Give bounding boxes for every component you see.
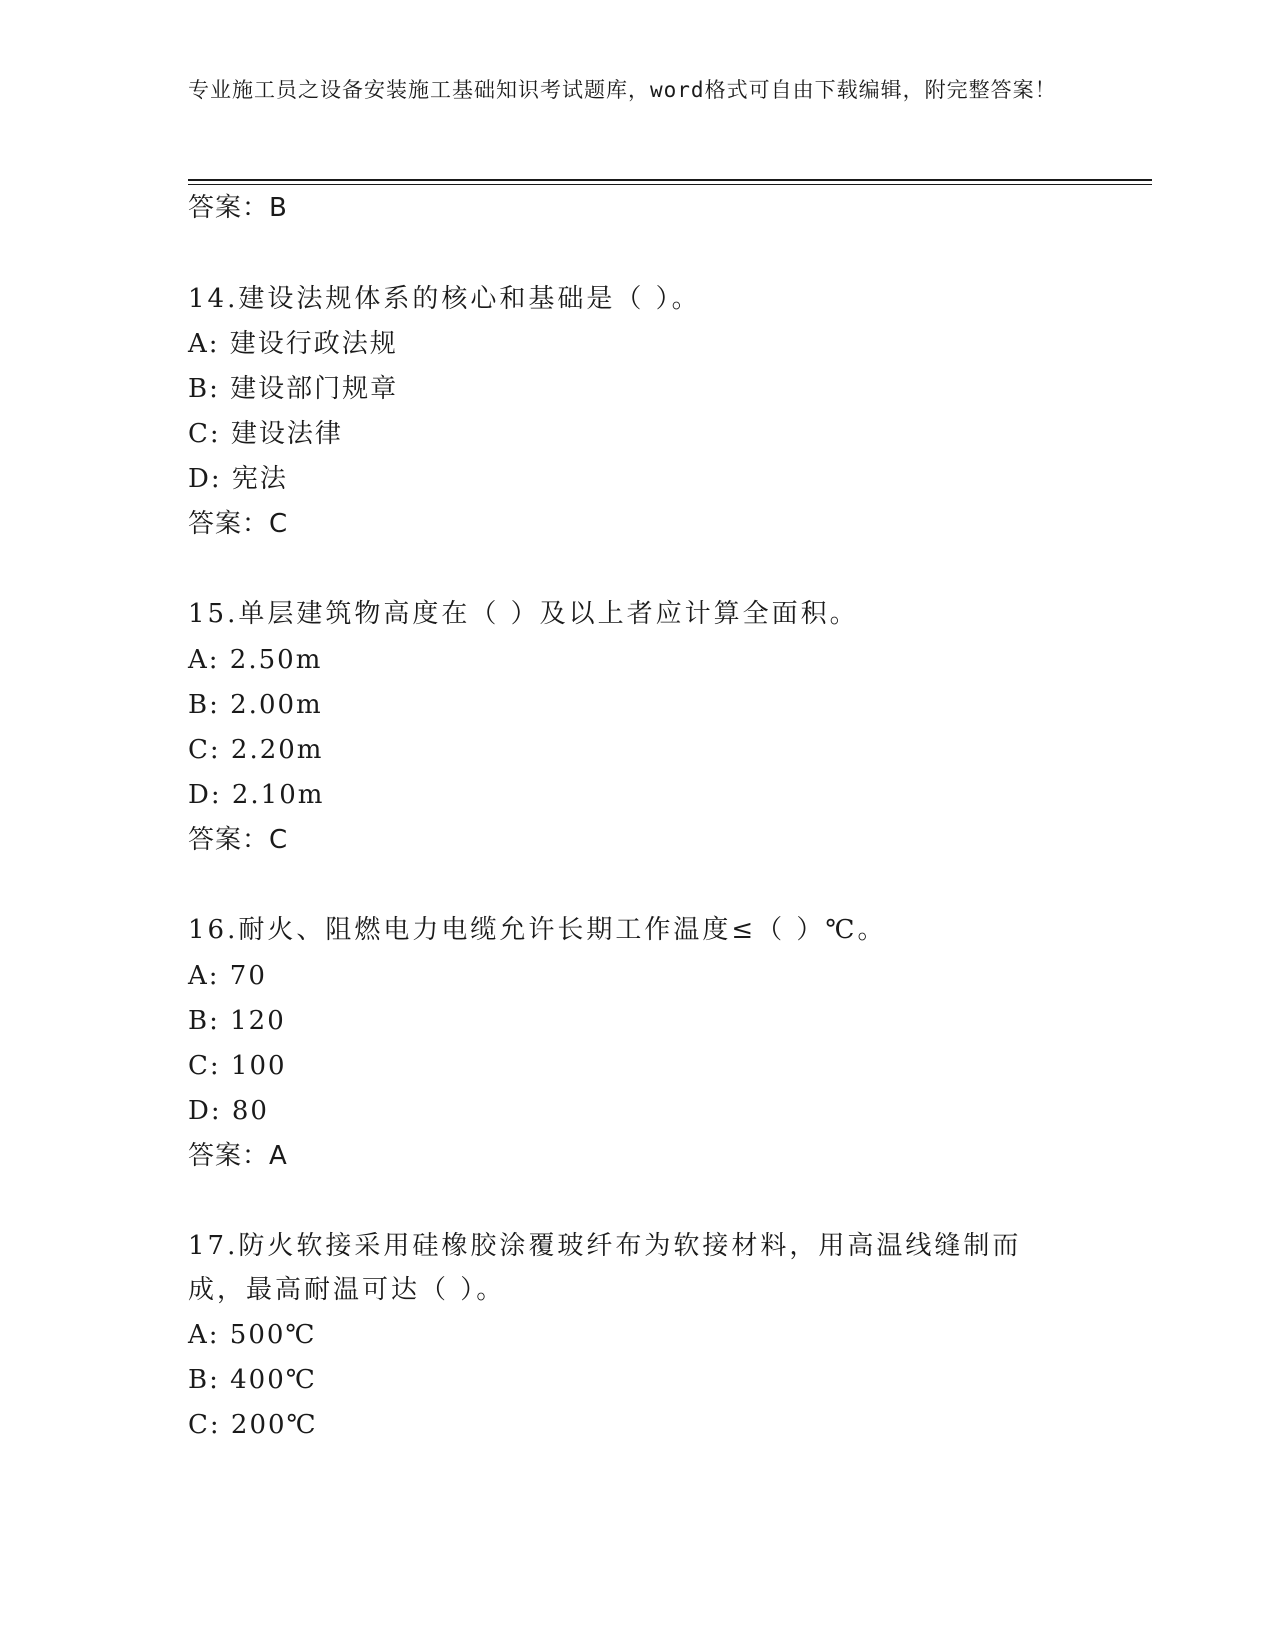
option-a: A: 70 xyxy=(188,961,267,991)
answer-line: 答案：B xyxy=(188,193,288,223)
option-d: D: 2.10m xyxy=(188,780,325,810)
option-a: A: 建设行政法规 xyxy=(188,329,398,359)
header-divider-thin xyxy=(188,184,1152,185)
answer-line: 答案：C xyxy=(188,509,289,539)
option-c: C: 建设法律 xyxy=(188,419,343,449)
option-a: A: 2.50m xyxy=(188,645,323,675)
option-b: B: 400℃ xyxy=(188,1365,317,1395)
option-c: C: 100 xyxy=(188,1051,287,1081)
answer-line: 答案：A xyxy=(188,1141,288,1171)
option-d: D: 80 xyxy=(188,1096,269,1126)
option-b: B: 建设部门规章 xyxy=(188,374,399,404)
document-header: 专业施工员之设备安装施工基础知识考试题库，word格式可自由下载编辑，附完整答案！ xyxy=(188,78,1057,102)
option-b: B: 120 xyxy=(188,1006,286,1036)
option-c: C: 200℃ xyxy=(188,1410,318,1440)
question-stem: 14.建设法规体系的核心和基础是（ ）。 xyxy=(188,284,701,314)
question-stem: 16.耐火、阻燃电力电缆允许长期工作温度≤（ ）℃。 xyxy=(188,915,887,945)
option-c: C: 2.20m xyxy=(188,735,324,765)
question-stem: 17.防火软接采用硅橡胶涂覆玻纤布为软接材料，用高温线缝制而成，最高耐温可达（ ）。 xyxy=(188,1231,1022,1305)
question-stem: 15.单层建筑物高度在（ ）及以上者应计算全面积。 xyxy=(188,599,859,629)
option-b: B: 2.00m xyxy=(188,690,323,720)
header-divider-thick xyxy=(188,179,1152,181)
option-a: A: 500℃ xyxy=(188,1320,317,1350)
option-d: D: 宪法 xyxy=(188,464,288,494)
answer-line: 答案：C xyxy=(188,825,289,855)
